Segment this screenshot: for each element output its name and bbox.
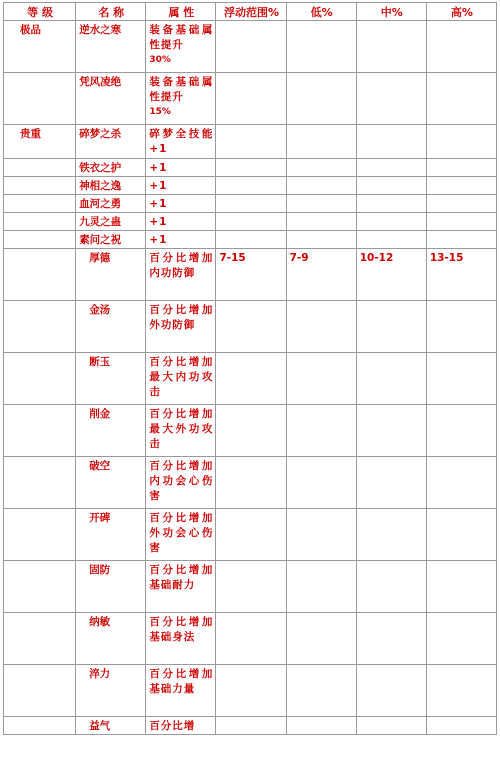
high-cell <box>426 405 496 457</box>
table-row <box>4 125 497 159</box>
low-cell <box>286 509 356 561</box>
name-cell: 开碑 <box>76 509 146 561</box>
attribute-cell <box>146 717 216 735</box>
attribute-text: 百分比增加内功会心伤害 <box>149 460 214 502</box>
low-cell <box>286 21 356 73</box>
high-cell <box>426 353 496 405</box>
attribute-text: +1 <box>149 180 168 192</box>
header-high: 高% <box>426 3 496 21</box>
mid-cell <box>356 21 426 73</box>
attribute-text: 百分比增加基础身法 <box>149 616 214 643</box>
attribute-text: 装备基础属性提升 <box>149 24 214 51</box>
name-cell: 铁衣之护 <box>76 159 146 177</box>
high-cell <box>426 125 496 159</box>
mid-cell <box>356 353 426 405</box>
grade-cell <box>4 353 76 405</box>
high-cell <box>426 457 496 509</box>
attribute-text: 装备基础属性提升 <box>149 76 214 103</box>
mid-cell <box>356 405 426 457</box>
high-cell <box>426 73 496 125</box>
grade-cell <box>4 159 76 177</box>
high-cell <box>426 665 496 717</box>
grade-cell <box>4 213 76 231</box>
low-cell <box>286 717 356 735</box>
range-cell <box>216 159 286 177</box>
table-row <box>4 665 497 717</box>
table-row <box>4 301 497 353</box>
grade-cell <box>4 195 76 213</box>
high-cell <box>426 509 496 561</box>
header-name: 名 称 <box>76 3 146 21</box>
table-row <box>4 231 497 249</box>
range-cell <box>216 665 286 717</box>
attribute-cell <box>146 159 216 177</box>
attribute-cell <box>146 353 216 405</box>
high-cell <box>426 21 496 73</box>
attribute-cell <box>146 301 216 353</box>
range-cell <box>216 509 286 561</box>
attribute-cell <box>146 613 216 665</box>
attribute-text: +1 <box>149 198 168 210</box>
range-cell <box>216 561 286 613</box>
name-cell: 碎梦之杀 <box>76 125 146 159</box>
attribute-text: 百分比增加基础力量 <box>149 668 214 695</box>
table-row <box>4 159 497 177</box>
table-row <box>4 613 497 665</box>
attribute-text: 百分比增加外功会心伤害 <box>149 512 214 554</box>
high-cell <box>426 613 496 665</box>
attribute-text: +1 <box>149 234 168 246</box>
grade-cell <box>4 231 76 249</box>
high-cell <box>426 301 496 353</box>
low-cell <box>286 301 356 353</box>
mid-cell <box>356 509 426 561</box>
attribute-text: 百分比增加基础耐力 <box>149 564 214 591</box>
header-attribute: 属 性 <box>146 3 216 21</box>
mid-cell <box>356 717 426 735</box>
table-row <box>4 21 497 73</box>
mid-cell <box>356 159 426 177</box>
low-cell <box>286 457 356 509</box>
attribute-text: +1 <box>149 162 168 174</box>
attribute-text: 百分比增加最大外功攻击 <box>149 408 214 450</box>
name-cell: 破空 <box>76 457 146 509</box>
low-cell <box>286 353 356 405</box>
range-cell <box>216 457 286 509</box>
range-cell <box>216 177 286 195</box>
high-cell <box>426 195 496 213</box>
mid-cell <box>356 561 426 613</box>
low-cell <box>286 561 356 613</box>
low-cell <box>286 195 356 213</box>
range-cell <box>216 613 286 665</box>
name-cell: 血河之勇 <box>76 195 146 213</box>
grade-cell <box>4 457 76 509</box>
grade-cell <box>4 509 76 561</box>
name-cell: 厚德 <box>76 249 146 301</box>
range-cell <box>216 125 286 159</box>
range-cell <box>216 405 286 457</box>
low-cell <box>286 159 356 177</box>
name-cell: 益气 <box>76 717 146 735</box>
grade-cell <box>4 613 76 665</box>
name-cell: 逆水之寒 <box>76 21 146 73</box>
header-mid: 中% <box>356 3 426 21</box>
attribute-cell <box>146 73 216 125</box>
range-cell <box>216 73 286 125</box>
range-cell <box>216 353 286 405</box>
attribute-cell <box>146 213 216 231</box>
mid-cell <box>356 457 426 509</box>
grade-cell <box>4 177 76 195</box>
mid-cell <box>356 73 426 125</box>
mid-cell <box>356 665 426 717</box>
range-cell <box>216 717 286 735</box>
name-cell: 断玉 <box>76 353 146 405</box>
mid-cell <box>356 213 426 231</box>
attribute-text: 百分比增加外功防御 <box>149 304 214 331</box>
low-cell <box>286 213 356 231</box>
low-cell <box>286 665 356 717</box>
attribute-percent: 30% <box>149 55 171 65</box>
table-row <box>4 717 497 735</box>
header-range: 浮动范围% <box>216 3 286 21</box>
attribute-cell <box>146 21 216 73</box>
grade-cell <box>4 717 76 735</box>
grade-cell <box>4 665 76 717</box>
attribute-cell <box>146 195 216 213</box>
high-cell <box>426 231 496 249</box>
grade-cell: 极品 <box>4 21 76 73</box>
high-cell <box>426 177 496 195</box>
mid-cell <box>356 301 426 353</box>
attribute-cell <box>146 509 216 561</box>
low-cell <box>286 125 356 159</box>
header-grade: 等 级 <box>4 3 76 21</box>
table-row <box>4 249 497 301</box>
high-cell: 13-15 <box>426 249 496 301</box>
mid-cell: 10-12 <box>356 249 426 301</box>
table-row <box>4 177 497 195</box>
range-cell <box>216 231 286 249</box>
mid-cell <box>356 125 426 159</box>
low-cell <box>286 231 356 249</box>
mid-cell <box>356 231 426 249</box>
name-cell: 淬力 <box>76 665 146 717</box>
attribute-table <box>3 2 497 735</box>
attribute-cell <box>146 125 216 159</box>
header-row <box>4 3 497 21</box>
low-cell <box>286 405 356 457</box>
attribute-cell <box>146 665 216 717</box>
name-cell: 纳敏 <box>76 613 146 665</box>
grade-cell <box>4 249 76 301</box>
grade-cell <box>4 561 76 613</box>
table-row <box>4 457 497 509</box>
low-cell <box>286 177 356 195</box>
attribute-percent: 15% <box>149 107 171 117</box>
attribute-cell <box>146 561 216 613</box>
attribute-text: +1 <box>149 216 168 228</box>
range-cell <box>216 195 286 213</box>
low-cell <box>286 613 356 665</box>
attribute-cell <box>146 249 216 301</box>
grade-cell: 贵重 <box>4 125 76 159</box>
table-row <box>4 73 497 125</box>
table-row <box>4 195 497 213</box>
attribute-text: 碎梦全技能+1 <box>149 128 214 155</box>
header-low: 低% <box>286 3 356 21</box>
name-cell: 九灵之蛊 <box>76 213 146 231</box>
attribute-text: 百分比增加内功防御 <box>149 252 214 279</box>
name-cell: 金汤 <box>76 301 146 353</box>
table-row <box>4 213 497 231</box>
table-row <box>4 509 497 561</box>
low-cell: 7-9 <box>286 249 356 301</box>
high-cell <box>426 159 496 177</box>
name-cell: 素问之祝 <box>76 231 146 249</box>
attribute-cell <box>146 405 216 457</box>
mid-cell <box>356 195 426 213</box>
name-cell: 凭风凌绝 <box>76 73 146 125</box>
name-cell: 神相之逸 <box>76 177 146 195</box>
range-cell <box>216 21 286 73</box>
attribute-cell <box>146 457 216 509</box>
range-cell <box>216 213 286 231</box>
name-cell: 削金 <box>76 405 146 457</box>
grade-cell <box>4 405 76 457</box>
low-cell <box>286 73 356 125</box>
name-cell: 固防 <box>76 561 146 613</box>
mid-cell <box>356 613 426 665</box>
mid-cell <box>356 177 426 195</box>
grade-cell <box>4 301 76 353</box>
attribute-cell <box>146 177 216 195</box>
high-cell <box>426 561 496 613</box>
attribute-text: 百分比增加最大内功攻击 <box>149 356 214 398</box>
table-row <box>4 561 497 613</box>
attribute-cell <box>146 231 216 249</box>
grade-cell <box>4 73 76 125</box>
range-cell: 7-15 <box>216 249 286 301</box>
table-row <box>4 353 497 405</box>
range-cell <box>216 301 286 353</box>
high-cell <box>426 717 496 735</box>
high-cell <box>426 213 496 231</box>
attribute-text: 百分比增 <box>149 720 196 732</box>
table-row <box>4 405 497 457</box>
